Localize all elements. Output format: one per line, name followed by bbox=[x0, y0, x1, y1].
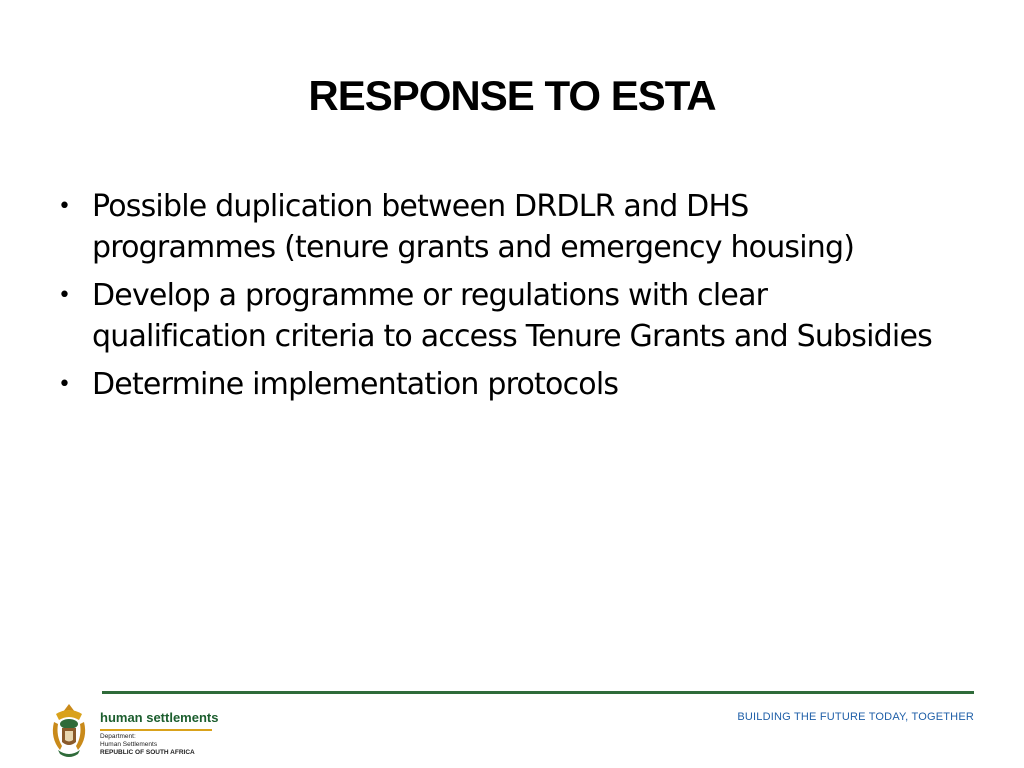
logo-department-label: Department: bbox=[100, 733, 136, 740]
department-logo bbox=[48, 702, 248, 764]
bullet-text: Determine implementation protocols bbox=[92, 367, 619, 402]
bullet-item bbox=[56, 364, 936, 405]
footer-tagline: BUILDING THE FUTURE TODAY, TOGETHER bbox=[737, 711, 974, 723]
logo-department-name: Human Settlements bbox=[100, 741, 158, 748]
logo-department bbox=[100, 733, 195, 757]
bullet-list bbox=[56, 186, 936, 412]
bullet-marker: • bbox=[58, 194, 71, 219]
bullet-item bbox=[56, 275, 936, 357]
logo-name: human settlements bbox=[100, 710, 219, 725]
bullet-marker: • bbox=[58, 283, 71, 308]
bullet-item bbox=[56, 186, 936, 268]
bullet-marker: • bbox=[58, 372, 71, 397]
footer-divider bbox=[102, 691, 974, 694]
slide-title: RESPONSE TO ESTA bbox=[308, 72, 716, 119]
logo-rule bbox=[100, 729, 212, 731]
bullet-text: Possible duplication between DRDLR and DHS programmes (tenure grants and emergency housing) bbox=[92, 189, 855, 265]
bullet-text: Develop a programme or regulations with clear qualification criteria to access Tenure Grants and Subsidies bbox=[92, 278, 932, 354]
coat-of-arms-icon bbox=[48, 702, 90, 760]
logo-country: REPUBLIC OF SOUTH AFRICA bbox=[100, 749, 195, 756]
